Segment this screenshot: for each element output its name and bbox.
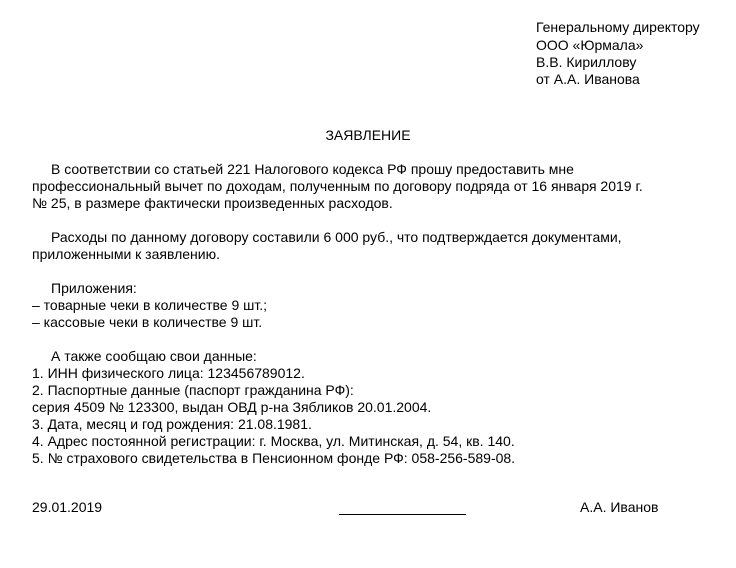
personal-data-line: 1. ИНН физического лица: 123456789012. [32,365,305,381]
paragraph-line: профессиональный вычет по доходам, полученным по договору подряда от 16 января 2019 г. [32,178,643,194]
addressee-line-company: ООО «Юрмала» [536,37,644,53]
paragraph-line: приложенными к заявлению. [32,246,220,262]
addressee-line-from: от А.А. Иванова [536,71,640,87]
paragraph-line: Расходы по данному договору составили 6 000 руб., что подтверждается документами, [51,229,622,245]
attachment-item: – кассовые чеки в количестве 9 шт. [32,314,263,330]
personal-data-line: 3. Дата, месяц и год рождения: 21.08.1981. [32,416,312,432]
paragraph-line: № 25, в размере фактически произведенных расходов. [32,195,393,211]
paragraph-line: В соответствии со статьей 221 Налогового кодекса РФ прошу предоставить мне [51,161,574,177]
attachment-item: – товарные чеки в количестве 9 шт.; [32,297,268,313]
addressee-line-director: Генеральному директору [536,19,700,35]
personal-data-line: 4. Адрес постоянной регистрации: г. Москва, ул. Митинская, д. 54, кв. 140. [32,433,515,449]
personal-data-line: 2. Паспортные данные (паспорт гражданина РФ): [32,382,354,398]
addressee-line-name: В.В. Кириллову [536,54,637,70]
signature-line [339,514,466,515]
personal-data-heading: А также сообщаю свои данные: [51,348,257,364]
personal-data-line: серия 4509 № 123300, выдан ОВД р-на Зябликов 20.01.2004. [32,399,432,415]
signer-name: А.А. Иванов [580,499,659,515]
attachments-heading: Приложения: [51,280,137,296]
personal-data-line: 5. № страхового свидетельства в Пенсионном фонде РФ: 058-256-589-08. [32,450,516,466]
document-title: ЗАЯВЛЕНИЕ [325,127,411,143]
document-date: 29.01.2019 [32,499,103,515]
